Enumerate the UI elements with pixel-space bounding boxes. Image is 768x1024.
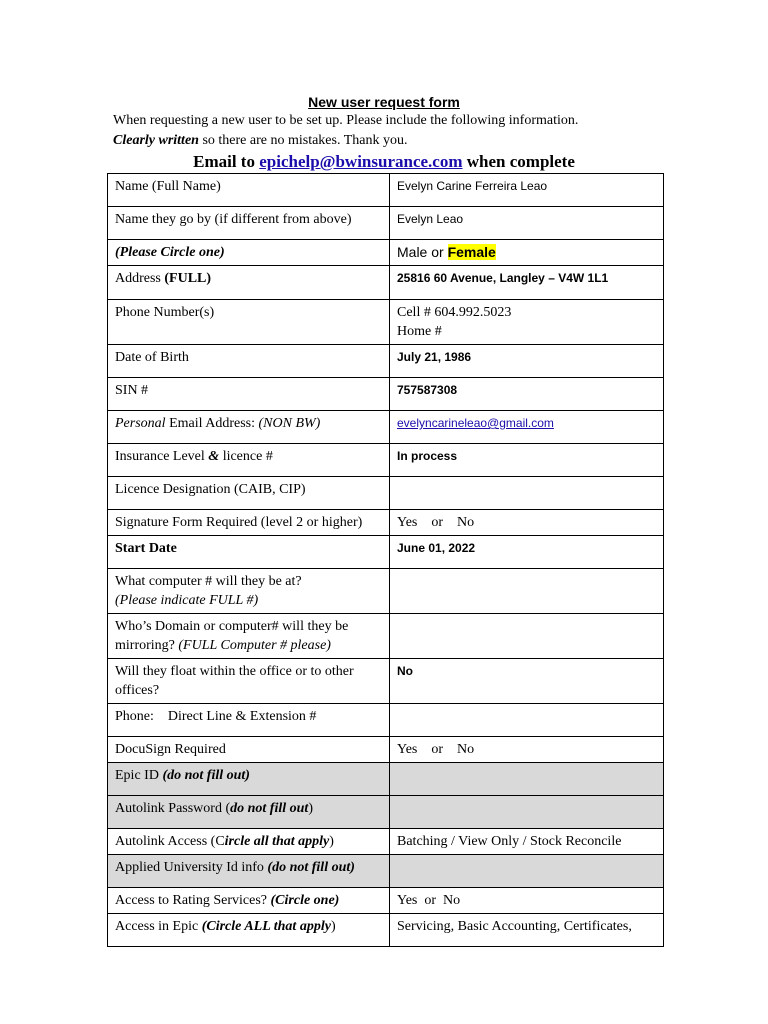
label-docusign: DocuSign Required bbox=[108, 737, 390, 763]
label-epic-id-note: (do not fill out) bbox=[162, 768, 250, 783]
label-ala-text: Autolink Access (C bbox=[115, 834, 225, 849]
label-phone: Phone Number(s) bbox=[108, 300, 390, 345]
field-applied-university bbox=[390, 855, 664, 888]
field-address[interactable]: 25816 60 Avenue, Langley – V4W 1L1 bbox=[390, 266, 664, 300]
label-rating-note: (Circle one) bbox=[270, 893, 340, 908]
field-float[interactable]: No bbox=[390, 659, 664, 704]
row-dob bbox=[108, 345, 664, 378]
label-epic-id-text: Epic ID bbox=[115, 768, 163, 783]
label-address bbox=[108, 266, 390, 300]
label-computer-text: What computer # will they be at? bbox=[115, 574, 302, 589]
field-phone[interactable] bbox=[390, 300, 664, 345]
label-alpw-note: do not fill out bbox=[230, 801, 309, 816]
field-goes-by[interactable]: Evelyn Leao bbox=[390, 207, 664, 240]
label-ala-note: ircle all that apply bbox=[224, 834, 330, 849]
row-insurance-level bbox=[108, 444, 664, 477]
row-computer bbox=[108, 569, 664, 614]
field-epic-id bbox=[390, 763, 664, 796]
label-ins-text: Insurance Level bbox=[115, 449, 209, 464]
label-mirroring-note: (FULL Computer # please) bbox=[178, 638, 331, 653]
row-rating-services bbox=[108, 888, 664, 914]
label-alpw-end: ) bbox=[308, 801, 313, 816]
option-male[interactable]: Male or bbox=[397, 244, 448, 260]
field-computer[interactable] bbox=[390, 569, 664, 614]
row-applied-university bbox=[108, 855, 664, 888]
form-title: New user request form bbox=[308, 94, 460, 110]
email-instruction bbox=[0, 152, 768, 172]
row-epic-access bbox=[108, 914, 664, 947]
label-email-nonbw: (NON BW) bbox=[258, 416, 321, 431]
row-sin bbox=[108, 378, 664, 411]
label-epic-id bbox=[108, 763, 390, 796]
label-ea-end: ) bbox=[330, 919, 336, 934]
label-mirroring bbox=[108, 614, 390, 659]
label-computer bbox=[108, 569, 390, 614]
field-mirroring[interactable] bbox=[390, 614, 664, 659]
phone-cell: Cell # 604.992.5023 bbox=[397, 305, 512, 320]
label-rating-services bbox=[108, 888, 390, 914]
field-sin[interactable]: 757587308 bbox=[390, 378, 664, 411]
email-prefix: Email to bbox=[193, 152, 260, 171]
label-gender: (Please Circle one) bbox=[108, 240, 390, 266]
label-email-personal: Personal bbox=[115, 416, 166, 431]
label-autolink-access bbox=[108, 829, 390, 855]
request-form-table bbox=[107, 173, 664, 947]
row-designation bbox=[108, 477, 664, 510]
label-direct-line: Phone: Direct Line & Extension # bbox=[108, 704, 390, 737]
label-dob: Date of Birth bbox=[108, 345, 390, 378]
field-direct-line[interactable] bbox=[390, 704, 664, 737]
label-float: Will they float within the office or to other offices? bbox=[108, 659, 390, 704]
row-goes-by bbox=[108, 207, 664, 240]
row-autolink-access bbox=[108, 829, 664, 855]
label-ala-end: ) bbox=[329, 834, 334, 849]
label-address-full: (FULL) bbox=[164, 271, 212, 286]
row-address bbox=[108, 266, 664, 300]
label-ins-rest: licence # bbox=[219, 449, 273, 464]
label-ins-amp: & bbox=[208, 449, 220, 464]
row-start-date bbox=[108, 536, 664, 569]
row-direct-line bbox=[108, 704, 664, 737]
intro-emphasis: Clearly written bbox=[113, 133, 199, 148]
label-goes-by: Name they go by (if different from above) bbox=[108, 207, 390, 240]
phone-home: Home # bbox=[397, 324, 442, 339]
field-autolink-password bbox=[390, 796, 664, 829]
label-mirroring-text: Who’s Domain or computer# will they be mirroring? bbox=[115, 619, 349, 653]
label-address-text: Address bbox=[115, 271, 165, 286]
row-signature-form bbox=[108, 510, 664, 536]
email-link[interactable]: epichelp@bwinsurance.com bbox=[259, 152, 463, 171]
label-rating-text: Access to Rating Services? bbox=[115, 893, 271, 908]
row-name bbox=[108, 174, 664, 207]
label-applied-university bbox=[108, 855, 390, 888]
label-epic-access bbox=[108, 914, 390, 947]
label-au-note: (do not fill out) bbox=[267, 860, 355, 875]
row-epic-id bbox=[108, 763, 664, 796]
label-alpw-text: Autolink Password ( bbox=[115, 801, 231, 816]
option-female[interactable]: Female bbox=[447, 244, 496, 260]
field-signature-form[interactable]: Yes or No bbox=[390, 510, 664, 536]
field-name[interactable]: Evelyn Carine Ferreira Leao bbox=[390, 174, 664, 207]
intro-note bbox=[113, 133, 407, 149]
label-email-text: Email Address: bbox=[165, 416, 259, 431]
label-signature-form: Signature Form Required (level 2 or higher) bbox=[108, 510, 390, 536]
label-name: Name (Full Name) bbox=[108, 174, 390, 207]
field-designation[interactable] bbox=[390, 477, 664, 510]
field-autolink-access[interactable]: Batching / View Only / Stock Reconcile bbox=[390, 829, 664, 855]
row-phone bbox=[108, 300, 664, 345]
field-personal-email[interactable] bbox=[390, 411, 664, 444]
label-ea-note: (Circle ALL that apply bbox=[201, 919, 331, 934]
field-docusign[interactable]: Yes or No bbox=[390, 737, 664, 763]
field-epic-access[interactable]: Servicing, Basic Accounting, Certificates, bbox=[390, 914, 664, 947]
row-float bbox=[108, 659, 664, 704]
label-computer-note: (Please indicate FULL #) bbox=[115, 593, 259, 608]
label-au-text: Applied University Id info bbox=[115, 860, 268, 875]
row-personal-email bbox=[108, 411, 664, 444]
row-gender bbox=[108, 240, 664, 266]
personal-email-link[interactable]: evelyncarineleao@gmail.com bbox=[397, 416, 554, 430]
row-mirroring bbox=[108, 614, 664, 659]
label-ea-text: Access in Epic bbox=[115, 919, 202, 934]
field-insurance-level[interactable]: In process bbox=[390, 444, 664, 477]
field-rating-services[interactable]: Yes or No bbox=[390, 888, 664, 914]
email-suffix: when complete bbox=[462, 152, 575, 171]
row-docusign bbox=[108, 737, 664, 763]
label-autolink-password bbox=[108, 796, 390, 829]
label-start-date: Start Date bbox=[108, 536, 390, 569]
field-start-date[interactable]: June 01, 2022 bbox=[390, 536, 664, 569]
field-gender[interactable] bbox=[390, 240, 664, 266]
label-personal-email bbox=[108, 411, 390, 444]
label-designation: Licence Designation (CAIB, CIP) bbox=[108, 477, 390, 510]
intro-note-text: so there are no mistakes. Thank you. bbox=[198, 133, 408, 148]
intro-text: When requesting a new user to be set up. Please include the following information. bbox=[113, 113, 579, 128]
label-sin: SIN # bbox=[108, 378, 390, 411]
label-insurance-level bbox=[108, 444, 390, 477]
field-dob[interactable]: July 21, 1986 bbox=[390, 345, 664, 378]
row-autolink-password bbox=[108, 796, 664, 829]
